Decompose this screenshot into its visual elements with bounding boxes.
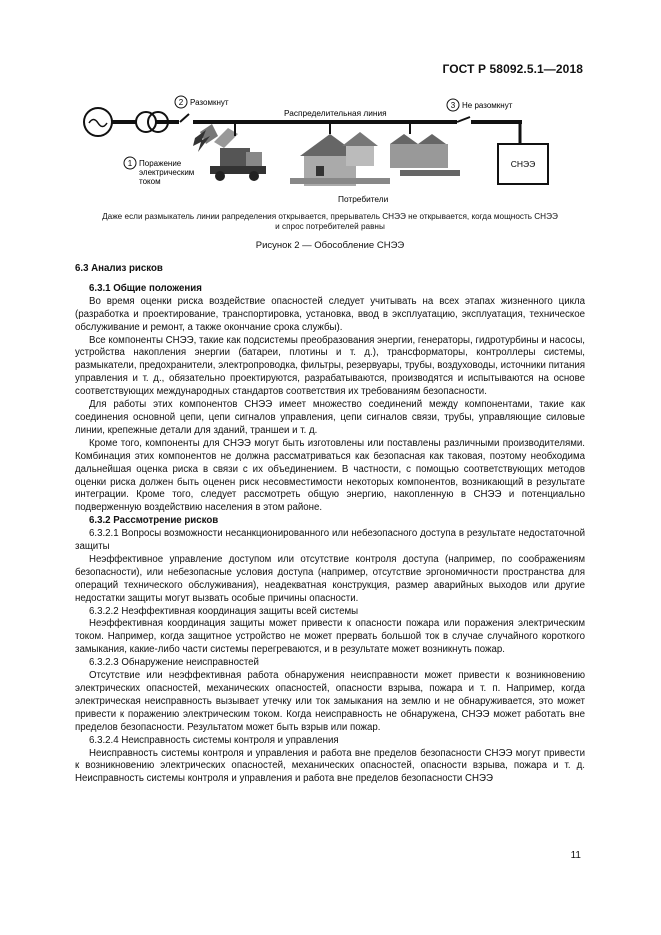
open-breaker-icon [179, 114, 193, 128]
consumers-label: Потребители [338, 194, 389, 204]
paragraph-fault-detection: Отсутствие или неэффективная работа обнаружения неисправности может привести к возникновению электрических опасностей, механических опасностей, опасности взрыва, пожара и т. п. Например, когда электрическая неисправность вызывает утечку или ток замыкания на землю и не обнаруживается, это может привести к поражению электрическим током. Когда неисправность не обнаружена, СНЭЭ может работать вне пределов безопасности. Результатом может быть взрыв или пожар. [75, 670, 585, 733]
paragraph-components: Все компоненты СНЭЭ, такие как подсистемы преобразования энергии, генераторы, гидротурбины и насосы, устройства накопления энергии (батареи, плотины и т. д.), трансформаторы, контроллеры системы, размыкатели, предохранители, электропроводка, фильтры, резервуары, трубы, воздуховоды, источники питания управления и т. д., обязательно проектируются, разрабатываются, производятся и испытываются на основе соответствующих международных стандартов соответствия их требованиям безопасности. [75, 334, 585, 398]
ess-label: СНЭЭ [510, 159, 536, 169]
truck-icon [200, 124, 266, 181]
callout-1-label-line3: током [139, 177, 161, 186]
callout-3-label: Не разомкнут [462, 101, 513, 110]
paragraph-lifecycle: Во время оценки риска воздействие опасностей следует учитывать на всех этапах жизненного цикла (разработка и проектирование, транспортировка, установка, ввод в эксплуатацию, эксплуатация, техническое обслуживание и ремонт, а также окончание срока службы). [75, 295, 585, 333]
callout-1-label-line1: Поражение [139, 159, 182, 168]
paragraph-access: Неэффективное управление доступом или отсутствие контроля доступа (например, по соображениям безопасности), или небезопасные условия доступа (например, отсутствие эргономичности пространства для операций технического обслуживания), неадекватная конструкция, размер аварийных выходов или другие недостатки защиты могут вызвать особые причины опасности. [75, 553, 585, 604]
isolation-diagram [60, 86, 600, 211]
figure-note-line1: Даже если размыкатель линии рапределения открывается, прерыватель СНЭЭ не открывается, когда мощность СНЭЭ [102, 212, 558, 221]
factory-icon [390, 134, 460, 176]
section-6-3-2-4-heading: 6.3.2.4 Неисправность системы контроля и управления [89, 734, 339, 746]
svg-text:2: 2 [178, 98, 184, 107]
section-6-3-heading: 6.3 Анализ рисков [75, 263, 163, 274]
callout-1-label-line2: электрическим [139, 168, 195, 177]
consumer-houses-icon [290, 132, 390, 186]
paragraph-manufacturers: Кроме того, компоненты для СНЭЭ могут быть изготовлены или поставлены различными производителями. Комбинация этих компонентов не должна рассматриваться как безопасная как таковая, поэтому необходима дальнейшая оценка риска в связи с их объединением. В частности, с помощью соответствующих методов оценки риска должен быть оценен риск несовместимости некоторых компонентов, возникающий в результате интеграции. Кроме того, следует рассмотреть общую энергию, накопленную в СНЭЭ и потенциально подверженную воздействию населения в этом районе. [75, 437, 585, 514]
line-label: Распределительная линия [284, 108, 387, 118]
document-header: ГОСТ Р 58092.5.1—2018 [442, 62, 583, 76]
page-number: 11 [570, 850, 581, 861]
svg-text:1: 1 [127, 159, 133, 168]
svg-text:3: 3 [450, 101, 456, 110]
paragraph-control-failure: Неисправность системы контроля и управления и работа вне пределов безопасности СНЭЭ могут привести к возникновению электрических опасностей, механических опасностей, опасности взрыва, пожара и т. д. Неисправность системы контроля и управления и работа вне пределов безопасности СНЭЭ [75, 747, 585, 785]
section-6-3-2-1-heading: 6.3.2.1 Вопросы возможности несанкционированного или небезопасного доступа в результате недостаточной защиты [75, 528, 585, 553]
section-text [75, 263, 585, 786]
section-6-3-1-heading: 6.3.1 Общие положения [89, 282, 202, 294]
section-6-3-2-3-heading: 6.3.2.3 Обнаружение неисправностей [89, 657, 259, 669]
section-6-3-2-heading: 6.3.2 Рассмотрение рисков [89, 515, 219, 527]
paragraph-connections: Для работы этих компонентов СНЭЭ имеет множество соединений между компонентами, такие как соединения основной цепи, цепи сигналов управления, цепи сигналов связи, трубы, управляющие силовые линии, крепежные детали для зданий, траншеи и т. д. [75, 399, 585, 436]
section-6-3-2-2-heading: 6.3.2.2 Неэффективная координация защиты всей системы [89, 605, 359, 617]
callout-2-label: Разомкнут [190, 98, 229, 107]
figure-caption: Рисунок 2 — Обособление СНЭЭ [255, 240, 405, 251]
closed-breaker-icon [457, 116, 471, 128]
paragraph-coordination: Неэффективная координация защиты может привести к опасности пожара или поражения электрическим током. Например, когда защитное устройство не может прервать большой ток в случае случайного короткого замыкания, какие-либо части системы перегреваются, и в результате может возникнуть пожар. [75, 618, 585, 656]
figure-note-line2: и спрос потребителей равны [275, 222, 385, 231]
